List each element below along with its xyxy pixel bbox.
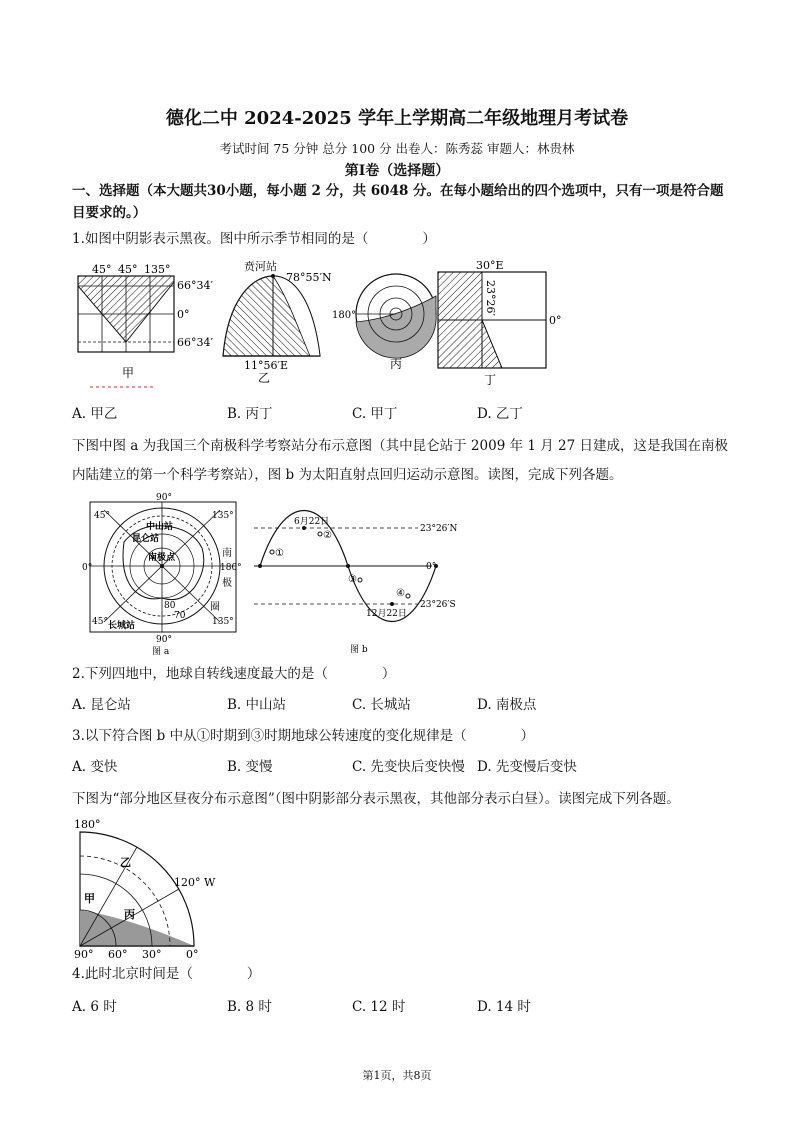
exam-info: 考试时间 75 分钟 总分 100 分 出卷人：陈秀蕊 审题人：林贵林 (219, 141, 575, 156)
b-point-1: ① (275, 548, 284, 559)
a-bottom: 90° (156, 635, 172, 645)
a-changcheng: 长城站 (108, 621, 136, 631)
c-top: 180° (74, 818, 101, 831)
bing-caption: 丙 (390, 357, 403, 371)
q2-option-a[interactable]: A. 昆仑站 (72, 697, 131, 713)
page-title: 德化二中 2024-2025 学年上学期高二年级地理月考试卷 (165, 108, 629, 129)
question-2-stem: 2.下列四地中，地球自转线速度最大的是（ ） (72, 666, 396, 682)
a-kunlun: 昆仑站 (132, 534, 160, 544)
bing-lon: 180° (332, 310, 357, 321)
yi-caption: 乙 (258, 371, 271, 385)
a-nw: 45° (94, 511, 110, 521)
jia-lat-s: 66°34′ (177, 336, 213, 349)
figure-bing (330, 266, 440, 376)
a-caption: 图 a (152, 647, 170, 657)
q2-option-d[interactable]: D. 南极点 (477, 697, 537, 713)
b-point-3: ③ (348, 574, 357, 585)
a-ne: 135° (212, 511, 234, 521)
jia-lon-3: 135° (144, 263, 171, 276)
part-title: 第Ⅰ卷（选择题） (344, 163, 450, 179)
question-1-stem: 1.如图中阴影表示黑夜。图中所示季节相同的是（ ） (72, 231, 436, 247)
c-bing: 丙 (124, 908, 135, 921)
b-north: 23°26′N (420, 524, 458, 534)
q1-option-b[interactable]: B. 丙丁 (227, 406, 273, 422)
q3-option-d[interactable]: D. 先变慢后变快 (477, 759, 577, 775)
a-c70: 70 (174, 611, 186, 621)
section-heading: 一、选择题（本大题共30小题，每小题 2 分，共 6048 分。在每小题给出的四个选项中，只有一项是符合题目要求的。） (72, 183, 724, 221)
jia-lon-1: 45° (92, 263, 112, 276)
c-x0: 0° (186, 948, 199, 961)
jia-caption: 甲 (122, 366, 135, 380)
b-caption: 图 b (350, 645, 368, 655)
c-jia: 甲 (84, 892, 95, 905)
ding-eq: 0° (549, 314, 562, 327)
intro-paragraph-2: 下图中图 a 为我国三个南极科学考察站分布示意图（其中昆仑站于 2009 年 1 月 27 日建成，这是我国在南极内陆建立的第一个科学考察站），图 b 为太阳直射点回归运动示意图。读图，完成下列各题。 (72, 438, 729, 483)
q4-option-c[interactable]: C. 12 时 (352, 999, 406, 1015)
question-4-stem: 4.此时北京时间是（ ） (72, 966, 261, 982)
a-circle-2: 极 (222, 578, 232, 589)
q2-option-c[interactable]: C. 长城站 (352, 697, 411, 713)
figure-yi (218, 258, 348, 383)
page-footer: 第1页，共8页 (362, 1069, 432, 1082)
yi-lat: 78°55′N (286, 271, 332, 284)
q1-option-c[interactable]: C. 甲丁 (352, 406, 398, 422)
a-se: 135° (212, 617, 234, 627)
c-x60: 60° (108, 948, 128, 961)
yi-lon: 11°56′E (244, 359, 289, 372)
c-x90: 90° (74, 948, 94, 961)
figure-b (254, 512, 494, 657)
a-right: 180° (220, 563, 242, 573)
q4-option-d[interactable]: D. 14 时 (477, 999, 531, 1015)
b-point-2: ② (323, 530, 332, 541)
q3-option-b[interactable]: B. 变慢 (227, 759, 273, 775)
a-c80: 80 (164, 601, 176, 611)
figure-a (82, 493, 244, 657)
a-zhongshan: 中山站 (146, 522, 174, 532)
intro-paragraph-3: 下图为“部分地区昼夜分布示意图”（图中阴影部分表示黑夜，其他部分表示白昼）。读图完成下列各题。 (72, 791, 680, 807)
a-circle-3: 圈 (210, 602, 220, 613)
q4-option-a[interactable]: A. 6 时 (72, 999, 117, 1015)
c-w120: 120° W (174, 876, 216, 889)
jia-lat-n: 66°34′ (177, 279, 213, 292)
b-eq: 0° (426, 562, 437, 572)
q3-option-c[interactable]: C. 先变快后变快慢 (352, 759, 465, 775)
q1-option-d[interactable]: D. 乙丁 (477, 406, 523, 422)
q4-option-b[interactable]: B. 8 时 (227, 999, 272, 1015)
b-south: 23°26′S (420, 600, 456, 610)
figure-c (70, 814, 230, 960)
ding-caption: 丁 (484, 373, 497, 387)
q2-option-b[interactable]: B. 中山站 (227, 697, 287, 713)
a-sw: 45° (92, 617, 108, 627)
ding-lon: 30°E (476, 259, 504, 272)
jia-eq: 0° (177, 308, 190, 321)
b-june: 6月22日 (294, 517, 330, 527)
yi-station: 贲河站 (244, 260, 277, 273)
a-pole: 南极点 (148, 553, 176, 563)
b-point-4: ④ (396, 588, 405, 599)
q3-option-a[interactable]: A. 变快 (72, 759, 118, 775)
a-circle-1: 南 (222, 548, 232, 559)
c-x30: 30° (142, 948, 162, 961)
jia-lon-2: 45° (118, 263, 138, 276)
figure-jia (72, 262, 222, 387)
a-left: 0° (82, 563, 93, 573)
b-dec: 12月22日 (366, 609, 407, 619)
a-top: 90° (156, 493, 172, 503)
figure-ding (432, 258, 572, 388)
ding-lat: 23°26′ (484, 280, 497, 316)
q1-option-a[interactable]: A. 甲乙 (72, 406, 118, 422)
question-3-stem: 3.以下符合图 b 中从①时期到③时期地球公转速度的变化规律是（ ） (72, 728, 535, 744)
c-yi: 乙 (120, 856, 131, 869)
